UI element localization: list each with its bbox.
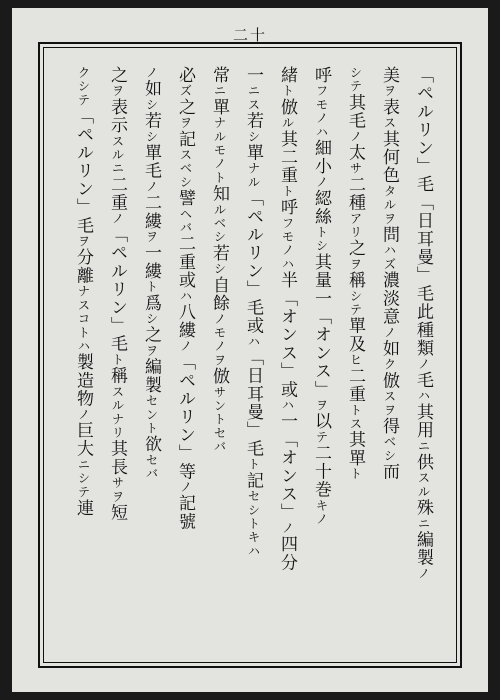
page-number: 二十 bbox=[232, 26, 267, 44]
book-page bbox=[12, 8, 488, 692]
text-column: クシテ「ペルリン」毛ヲ分離ナスコトハ製造物ノ巨大ニシテ連 bbox=[73, 66, 93, 518]
text-column: 美ヲ表ス其何色タルヲ問ハズ濃淡意ノ如ク倣スヲ得ベシ而 bbox=[379, 66, 399, 481]
text-body bbox=[12, 8, 488, 692]
text-column: 必ズ之ヲ記スベシ譬ヘバ二重或ハ八縷ノ「ペルリン」等ノ記號 bbox=[175, 66, 195, 531]
text-column: 一ニス若シ單ナル「ペルリン」毛或ハ「日耳曼」毛ト記セシトキハ bbox=[243, 66, 263, 559]
text-column: シテ其毛ノ太サ二種アリ之ヲ稱シテ單及ヒ二重トス其單ト bbox=[345, 66, 365, 481]
text-column: 緒ト倣ル其二重ト呼フモノハ半「オンス」或ハ一「オンス」ノ四分 bbox=[277, 66, 297, 572]
text-column: 「ペルリン」毛「日耳曼」毛此種類ノ毛ハ其用ニ供スル殊ニ編製ノ bbox=[413, 66, 433, 581]
text-column: ノ如シ若シ單毛ノ二縷ヲ一縷ト爲シ之ヲ編製セント欲セバ bbox=[141, 66, 161, 481]
text-column: 呼フモノハ細小ノ綛絲トシ其量一「オンス」ヲ以テ二十巻キノ bbox=[311, 66, 331, 527]
text-column: 常ニ單ナルモノト知ルベシ若シ自餘ノモノヲ倣サントセバ bbox=[209, 66, 229, 454]
text-column: 之ヲ表示スルニ二重ノ「ペルリン」毛ト稱スルナリ其長サヲ短 bbox=[107, 66, 127, 522]
